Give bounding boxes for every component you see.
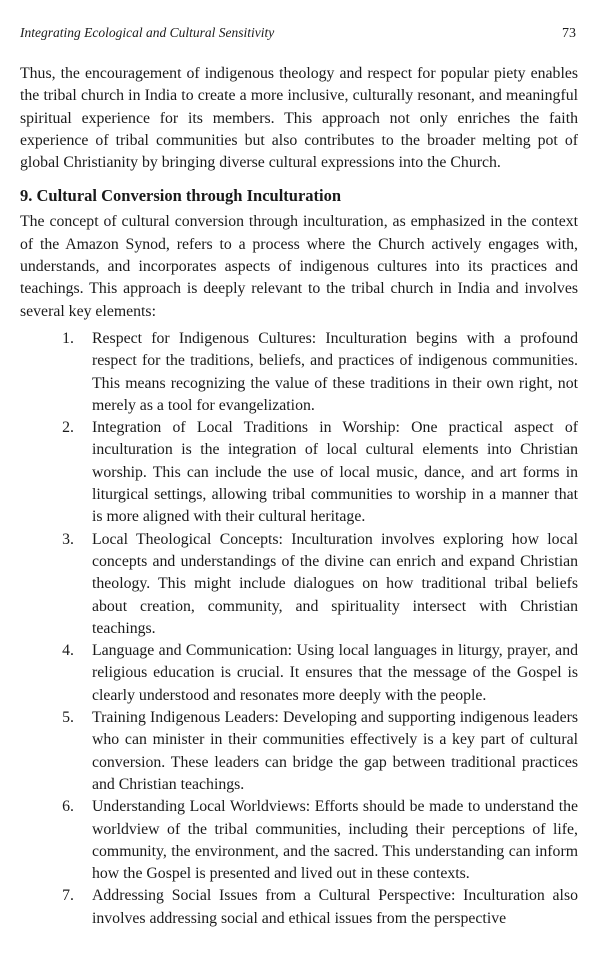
running-head (20, 0, 578, 41)
list-item-number: 7. (62, 887, 74, 905)
list-item-text: Understanding Local Worldviews: Efforts should be made to understand the worldview of the tribal communities, including their perceptions of life, community, the environment, and the sacred. This understanding can inform how the Gospel is presented and lived out in these contexts. (92, 798, 578, 883)
paragraph-cultural-conversion: The concept of cultural conversion through inculturation, as emphasized in the context of the Amazon Synod, refers to a process where the Church actively engages with, understands, and incorporates aspects of indigenous cultures into its practices and teachings. This approach is deeply relevant to the tribal church in India and involves several key elements: (20, 213, 578, 320)
list-item-text: Respect for Indigenous Cultures: Inculturation begins with a profound respect for the traditions, beliefs, and practices of indigenous communities. This means recognizing the value of these traditions in their own right, not merely as a tool for evangelization. (92, 329, 578, 414)
list-item-number: 6. (62, 798, 74, 816)
list-item-number: 5. (62, 709, 74, 727)
list-item-text: Addressing Social Issues from a Cultural Perspective: Inculturation also involves addressing social and ethical issues from the perspective (92, 887, 578, 927)
page-number: 73 (562, 26, 576, 41)
list-item (20, 328, 578, 417)
list-item (20, 885, 578, 930)
list-item (20, 707, 578, 796)
list-item-text: Local Theological Concepts: Inculturation involves exploring how local concepts and understandings of the divine can enrich and expand Christian theology. This might include dialogues on how traditional tribal beliefs about creation, community, and spirituality intersect with Christian teachings. (92, 530, 578, 637)
list-item-text: Training Indigenous Leaders: Developing and supporting indigenous leaders who can minister in their communities effectively is a key part of cultural conversion. These leaders can bridge the gap between traditional practices and Christian teachings. (92, 709, 578, 793)
list-item (20, 417, 578, 528)
list-item-number: 1. (62, 329, 74, 347)
key-elements-list (20, 328, 578, 930)
list-item-text: Language and Communication: Using local languages in liturgy, prayer, and religious education is crucial. It ensures that the message of the Gospel is clearly understood and resonates more deeply with the people. (92, 642, 578, 704)
list-item-number: 2. (62, 419, 74, 437)
paragraph-indigenous-theology: Thus, the encouragement of indigenous theology and respect for popular piety enables the tribal church in India to create a more inclusive, culturally resonant, and meaningful spiritual experience for its members. This approach not only enriches the faith experience of tribal communities but also contributes to the broader melting pot of global Christianity by bringing diverse cultural expressions into the Church. (20, 65, 578, 172)
section-heading: 9. Cultural Conversion through Inculturation (20, 186, 342, 206)
list-item (20, 529, 578, 640)
list-item-number: 3. (62, 530, 74, 548)
list-item (20, 640, 578, 707)
running-title: Integrating Ecological and Cultural Sensitivity (20, 25, 275, 40)
list-item-text: Integration of Local Traditions in Worship: One practical aspect of inculturation is the integration of local cultural elements into Christian worship. This can include the use of local music, dance, and art forms in liturgical settings, allowing tribal communities to worship in a manner that is more aligned with their cultural heritage. (92, 419, 578, 526)
list-item (20, 796, 578, 885)
list-item-number: 4. (62, 642, 74, 660)
